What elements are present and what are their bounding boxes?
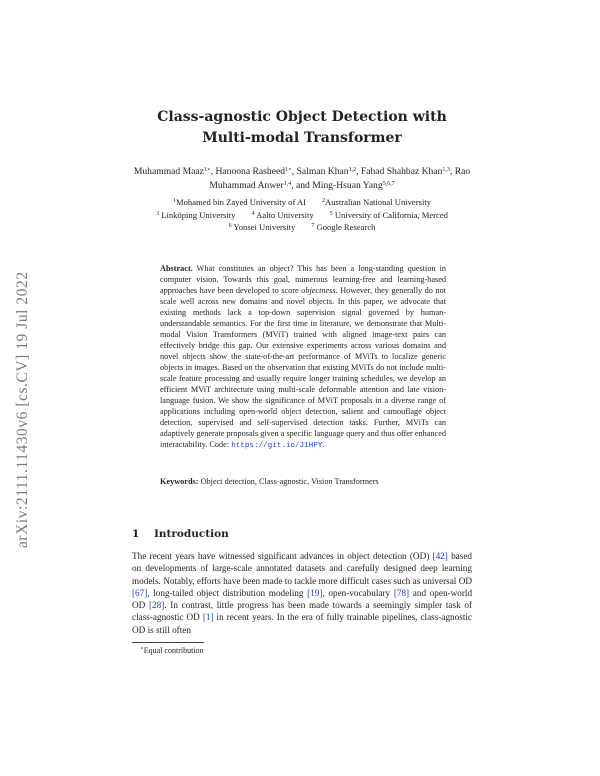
author-list: Muhammad Maaz$^{1⋆}$, Hanoona Rasheed$^{1⋆}$, Salman Khan$^{1,2}$, Fahad Shahbaz Khan$^{1,3}$, Rao Muhammad Anwer$^{1,4}$, and Ming-Hsuan Yang$^{5,6,7}$ [133,166,471,191]
author-sup: 1,4 [283,181,292,187]
author-sup: 5,6,7 [382,181,395,187]
abstract-emphasis: objectness [301,286,336,295]
intro-text: based on developments of large-scale annotated datasets and carefully designed deep learning models. Notably, efforts have been made to tackle more difficult cases such as universal OD [132,551,472,586]
intro-text: in recent years. In the era of fully trainable pipelines, class-agnostic OD is still often [132,612,473,635]
author-sup: 1⋆ [285,167,292,173]
affiliation-sup: 1 [172,198,176,204]
affiliation [229,221,296,234]
affiliation-line [140,196,464,209]
author-sup: 1,3 [442,167,450,173]
footnote-mark: ⋆ [140,646,144,652]
affiliation [330,209,448,222]
footnote [140,645,204,655]
affiliation-name: Yonsei University [233,222,296,232]
intro-text: The recent years have witnessed significant advances in object detection (OD) [132,551,430,561]
abstract-text: . However, they generally do not scale well across new domains and novel objects. In this paper, we advocate that existing methods lack a top-down supervision signal governed by human-understandable semantics. For the first time in literature, we demonstrate that Multi-modal Vision Transformers (MViT) trained with aligned image-text pairs can effectively bridge this gap. Our extensive experiments across various domains and novel objects show the state-of-the-art performance of MViTs to localize generic objects in images. Based on the observation that existing MViTs do not include multi-scale feature processing and usually require longer training schedules, we develop an efficient MViT architecture using multi-scale deformable attention and late vision-language fusion. We show the significance of MViT proposals in a diverse range of applications including open-world object detection, salient and camouflage object detection, supervised and self-supervised detection tasks. Further, MViTs can adaptively generate proposals given a specific language query and thus offer enhanced interactability. Code: [160,286,446,449]
affiliation-name: Australian National University [325,197,432,207]
intro-text: . In contrast, little progress has been made towards a seemingly simpler task of class-agnostic OD [132,600,473,623]
section-heading [132,528,229,540]
affiliation-list [140,196,464,234]
affiliation-sup: 6 [228,223,232,229]
author-name: Fahad Shahbaz Khan [360,166,443,177]
arxiv-identifier-stamp: arXiv:2111.11430v6 [cs.CV] 19 Jul 2022 [14,271,31,548]
keywords-text: Object detection, Class-agnostic, Vision Transformers [200,477,379,486]
author-name: Salman Khan [296,166,349,177]
intro-paragraph [132,550,472,636]
affiliation-line [140,221,464,234]
citation-link[interactable]: [42] [432,551,448,561]
intro-text: and open-world OD [132,587,473,611]
affiliation-sup: 5 [329,210,333,217]
title-line-2: Multi-modal Transformer [202,130,402,146]
author-sup: 1⋆ [203,167,211,173]
paper-title [140,107,464,149]
author-sup: 1,2 [348,167,357,173]
affiliation [156,209,235,222]
citation-link[interactable]: [19] [307,587,323,598]
section-number: 1 [132,528,140,540]
author-name: Muhammad Maaz [133,166,204,177]
affiliation [311,221,375,234]
abstract-end: . [322,440,325,449]
abstract-label: Abstract. [160,264,193,273]
author-name: Hanoona Rasheed [215,166,286,177]
keywords-label: Keywords: [160,477,199,486]
author-name: Rao Muhammad Anwer [209,166,471,191]
affiliation-name: Mohamed bin Zayed University of AI [175,197,307,207]
section-title: Introduction [154,528,229,540]
affiliation [173,196,306,209]
citation-link[interactable]: [28] [148,600,165,611]
footnote-rule [132,642,204,643]
intro-text: , open-vocabulary [322,587,391,598]
code-link[interactable]: https://git.io/J1HPY [231,442,323,450]
title-line-1: Class-agnostic Object Detection with [157,109,447,125]
keywords [160,476,460,487]
intro-text: , long-tailed object distribution modeling [147,587,304,598]
citation-link[interactable]: [1] [202,612,214,623]
affiliation-sup: 3 [156,210,160,217]
abstract [160,263,446,452]
affiliation-sup: 7 [311,223,315,229]
footnote-text: Equal contribution [143,646,204,655]
affiliation-name: Google Research [316,222,376,232]
citation-link[interactable]: [67] [132,587,148,598]
affiliation-name: University of California, Merced [334,209,448,220]
affiliation-sup: 2 [322,198,326,204]
author-name: Ming-Hsuan Yang [312,180,383,191]
abstract-text: What constitutes an object? This has been a long-standing question in computer vision. Towards this goal, numerous learning-free and learning-based approaches have been developed to score [160,264,446,295]
affiliation [251,209,313,222]
affiliation-name: Linköping University [161,209,236,220]
affiliation-name: Aalto University [256,209,314,220]
affiliation-sup: 4 [251,210,255,217]
affiliation [322,196,431,209]
citation-link[interactable]: [78] [393,587,410,598]
affiliation-line [140,209,464,222]
